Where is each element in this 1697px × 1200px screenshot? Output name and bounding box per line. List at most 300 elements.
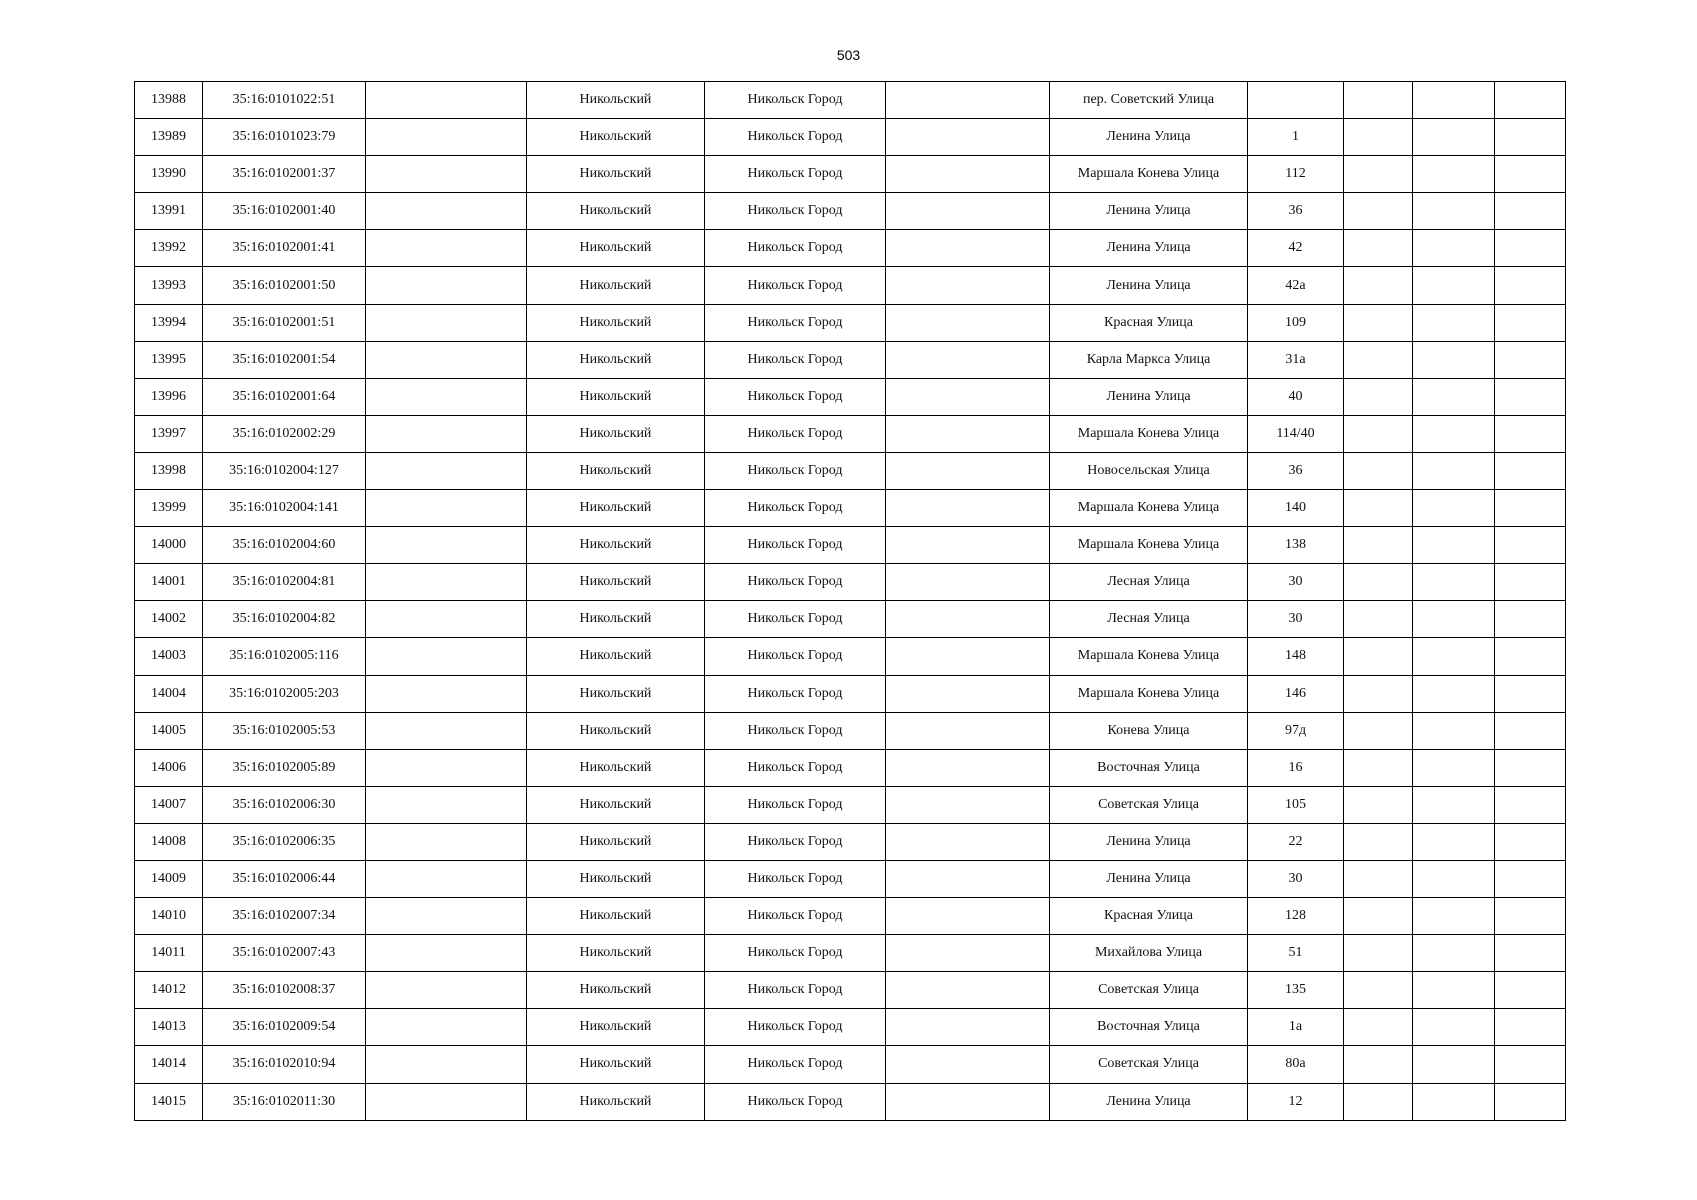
settlement-cell: Никольск Город: [705, 601, 886, 638]
empty-cell-4: [1413, 823, 1495, 860]
cadastral-number-cell: 35:16:0102006:35: [203, 823, 366, 860]
empty-cell-5: [1495, 1083, 1566, 1120]
table-row: [135, 119, 1566, 156]
settlement-cell: Никольск Город: [705, 675, 886, 712]
empty-cell-2: [886, 823, 1050, 860]
empty-cell-5: [1495, 267, 1566, 304]
empty-cell-2: [886, 1083, 1050, 1120]
cadastral-number-cell: 35:16:0102001:50: [203, 267, 366, 304]
empty-cell-2: [886, 527, 1050, 564]
empty-cell-5: [1495, 972, 1566, 1009]
street-cell: Маршала Конева Улица: [1050, 490, 1248, 527]
empty-cell-2: [886, 898, 1050, 935]
settlement-cell: Никольск Город: [705, 564, 886, 601]
empty-cell-2: [886, 712, 1050, 749]
district-cell: Никольский: [527, 898, 705, 935]
street-cell: Новосельская Улица: [1050, 452, 1248, 489]
district-cell: Никольский: [527, 712, 705, 749]
house-number-cell: 30: [1248, 564, 1344, 601]
empty-cell-3: [1344, 230, 1413, 267]
empty-cell-1: [366, 119, 527, 156]
row-number-cell: 13997: [135, 415, 203, 452]
empty-cell-2: [886, 415, 1050, 452]
row-number-cell: 14007: [135, 786, 203, 823]
district-cell: Никольский: [527, 415, 705, 452]
empty-cell-3: [1344, 490, 1413, 527]
empty-cell-2: [886, 749, 1050, 786]
district-cell: Никольский: [527, 935, 705, 972]
empty-cell-3: [1344, 601, 1413, 638]
empty-cell-4: [1413, 675, 1495, 712]
street-cell: Маршала Конева Улица: [1050, 156, 1248, 193]
table-row: [135, 304, 1566, 341]
row-number-cell: 14003: [135, 638, 203, 675]
table-row: [135, 712, 1566, 749]
empty-cell-5: [1495, 898, 1566, 935]
empty-cell-3: [1344, 156, 1413, 193]
house-number-cell: 40: [1248, 378, 1344, 415]
settlement-cell: Никольск Город: [705, 341, 886, 378]
street-cell: Маршала Конева Улица: [1050, 638, 1248, 675]
empty-cell-2: [886, 341, 1050, 378]
empty-cell-5: [1495, 712, 1566, 749]
settlement-cell: Никольск Город: [705, 823, 886, 860]
row-number-cell: 13989: [135, 119, 203, 156]
table-row: [135, 638, 1566, 675]
empty-cell-4: [1413, 1083, 1495, 1120]
cadastral-number-cell: 35:16:0102002:29: [203, 415, 366, 452]
table-row: [135, 823, 1566, 860]
empty-cell-1: [366, 193, 527, 230]
empty-cell-2: [886, 82, 1050, 119]
empty-cell-3: [1344, 675, 1413, 712]
district-cell: Никольский: [527, 490, 705, 527]
district-cell: Никольский: [527, 1083, 705, 1120]
settlement-cell: Никольск Город: [705, 304, 886, 341]
house-number-cell: 16: [1248, 749, 1344, 786]
cadastral-number-cell: 35:16:0101023:79: [203, 119, 366, 156]
empty-cell-5: [1495, 452, 1566, 489]
cadastral-number-cell: 35:16:0102011:30: [203, 1083, 366, 1120]
house-number-cell: 51: [1248, 935, 1344, 972]
district-cell: Никольский: [527, 452, 705, 489]
cadastral-number-cell: 35:16:0102001:37: [203, 156, 366, 193]
empty-cell-5: [1495, 1009, 1566, 1046]
empty-cell-5: [1495, 823, 1566, 860]
settlement-cell: Никольск Город: [705, 156, 886, 193]
empty-cell-4: [1413, 638, 1495, 675]
table-row: [135, 898, 1566, 935]
empty-cell-3: [1344, 378, 1413, 415]
empty-cell-4: [1413, 786, 1495, 823]
settlement-cell: Никольск Город: [705, 267, 886, 304]
empty-cell-4: [1413, 415, 1495, 452]
table-row: [135, 675, 1566, 712]
table-row: [135, 935, 1566, 972]
empty-cell-5: [1495, 601, 1566, 638]
empty-cell-3: [1344, 712, 1413, 749]
street-cell: Восточная Улица: [1050, 1009, 1248, 1046]
district-cell: Никольский: [527, 267, 705, 304]
empty-cell-3: [1344, 935, 1413, 972]
row-number-cell: 13995: [135, 341, 203, 378]
empty-cell-1: [366, 860, 527, 897]
district-cell: Никольский: [527, 1046, 705, 1083]
registry-table: [134, 81, 1566, 1121]
settlement-cell: Никольск Город: [705, 193, 886, 230]
empty-cell-5: [1495, 230, 1566, 267]
empty-cell-5: [1495, 415, 1566, 452]
house-number-cell: 80а: [1248, 1046, 1344, 1083]
empty-cell-1: [366, 341, 527, 378]
district-cell: Никольский: [527, 749, 705, 786]
house-number-cell: 135: [1248, 972, 1344, 1009]
row-number-cell: 14000: [135, 527, 203, 564]
empty-cell-1: [366, 156, 527, 193]
settlement-cell: Никольск Город: [705, 378, 886, 415]
house-number-cell: 12: [1248, 1083, 1344, 1120]
empty-cell-3: [1344, 82, 1413, 119]
empty-cell-4: [1413, 935, 1495, 972]
empty-cell-3: [1344, 638, 1413, 675]
cadastral-number-cell: 35:16:0102006:44: [203, 860, 366, 897]
table-row: [135, 415, 1566, 452]
street-cell: Маршала Конева Улица: [1050, 527, 1248, 564]
house-number-cell: 128: [1248, 898, 1344, 935]
row-number-cell: 14004: [135, 675, 203, 712]
empty-cell-1: [366, 601, 527, 638]
empty-cell-1: [366, 304, 527, 341]
empty-cell-3: [1344, 749, 1413, 786]
street-cell: Ленина Улица: [1050, 378, 1248, 415]
cadastral-number-cell: 35:16:0102004:141: [203, 490, 366, 527]
empty-cell-5: [1495, 193, 1566, 230]
row-number-cell: 14012: [135, 972, 203, 1009]
empty-cell-4: [1413, 527, 1495, 564]
row-number-cell: 13994: [135, 304, 203, 341]
district-cell: Никольский: [527, 1009, 705, 1046]
empty-cell-5: [1495, 860, 1566, 897]
row-number-cell: 14011: [135, 935, 203, 972]
cadastral-number-cell: 35:16:0102005:203: [203, 675, 366, 712]
empty-cell-4: [1413, 267, 1495, 304]
street-cell: Советская Улица: [1050, 972, 1248, 1009]
street-cell: Карла Маркса Улица: [1050, 341, 1248, 378]
row-number-cell: 13996: [135, 378, 203, 415]
district-cell: Никольский: [527, 378, 705, 415]
table-row: [135, 267, 1566, 304]
empty-cell-2: [886, 601, 1050, 638]
empty-cell-3: [1344, 193, 1413, 230]
empty-cell-5: [1495, 527, 1566, 564]
empty-cell-2: [886, 452, 1050, 489]
row-number-cell: 13993: [135, 267, 203, 304]
empty-cell-5: [1495, 638, 1566, 675]
table-row: [135, 490, 1566, 527]
street-cell: Советская Улица: [1050, 1046, 1248, 1083]
empty-cell-2: [886, 267, 1050, 304]
empty-cell-1: [366, 675, 527, 712]
empty-cell-1: [366, 786, 527, 823]
district-cell: Никольский: [527, 786, 705, 823]
row-number-cell: 14014: [135, 1046, 203, 1083]
district-cell: Никольский: [527, 675, 705, 712]
empty-cell-4: [1413, 898, 1495, 935]
settlement-cell: Никольск Город: [705, 1009, 886, 1046]
empty-cell-5: [1495, 786, 1566, 823]
empty-cell-5: [1495, 490, 1566, 527]
district-cell: Никольский: [527, 119, 705, 156]
cadastral-number-cell: 35:16:0102010:94: [203, 1046, 366, 1083]
empty-cell-5: [1495, 749, 1566, 786]
house-number-cell: 105: [1248, 786, 1344, 823]
row-number-cell: 14001: [135, 564, 203, 601]
empty-cell-2: [886, 490, 1050, 527]
street-cell: Ленина Улица: [1050, 193, 1248, 230]
street-cell: Маршала Конева Улица: [1050, 415, 1248, 452]
empty-cell-2: [886, 675, 1050, 712]
house-number-cell: 36: [1248, 452, 1344, 489]
empty-cell-1: [366, 935, 527, 972]
house-number-cell: 148: [1248, 638, 1344, 675]
settlement-cell: Никольск Город: [705, 638, 886, 675]
row-number-cell: 14010: [135, 898, 203, 935]
row-number-cell: 13990: [135, 156, 203, 193]
cadastral-number-cell: 35:16:0102004:60: [203, 527, 366, 564]
settlement-cell: Никольск Город: [705, 1083, 886, 1120]
empty-cell-1: [366, 564, 527, 601]
cadastral-number-cell: 35:16:0102005:53: [203, 712, 366, 749]
empty-cell-2: [886, 860, 1050, 897]
empty-cell-4: [1413, 712, 1495, 749]
cadastral-number-cell: 35:16:0102004:81: [203, 564, 366, 601]
empty-cell-2: [886, 119, 1050, 156]
row-number-cell: 14008: [135, 823, 203, 860]
district-cell: Никольский: [527, 193, 705, 230]
cadastral-number-cell: 35:16:0102007:34: [203, 898, 366, 935]
table-row: [135, 378, 1566, 415]
house-number-cell: 30: [1248, 860, 1344, 897]
street-cell: Красная Улица: [1050, 898, 1248, 935]
table-row: [135, 341, 1566, 378]
registry-table-body: [135, 82, 1566, 1121]
empty-cell-1: [366, 452, 527, 489]
settlement-cell: Никольск Город: [705, 1046, 886, 1083]
empty-cell-3: [1344, 267, 1413, 304]
empty-cell-5: [1495, 675, 1566, 712]
house-number-cell: 97д: [1248, 712, 1344, 749]
row-number-cell: 13992: [135, 230, 203, 267]
empty-cell-4: [1413, 601, 1495, 638]
street-cell: Восточная Улица: [1050, 749, 1248, 786]
house-number-cell: 30: [1248, 601, 1344, 638]
empty-cell-5: [1495, 564, 1566, 601]
cadastral-number-cell: 35:16:0102004:82: [203, 601, 366, 638]
house-number-cell: 1: [1248, 119, 1344, 156]
empty-cell-1: [366, 972, 527, 1009]
street-cell: Лесная Улица: [1050, 601, 1248, 638]
row-number-cell: 13999: [135, 490, 203, 527]
district-cell: Никольский: [527, 972, 705, 1009]
table-row: [135, 527, 1566, 564]
cadastral-number-cell: 35:16:0102004:127: [203, 452, 366, 489]
house-number-cell: 42: [1248, 230, 1344, 267]
page-number: 503: [836, 47, 861, 63]
row-number-cell: 14006: [135, 749, 203, 786]
empty-cell-2: [886, 156, 1050, 193]
empty-cell-4: [1413, 452, 1495, 489]
district-cell: Никольский: [527, 638, 705, 675]
settlement-cell: Никольск Город: [705, 119, 886, 156]
empty-cell-3: [1344, 119, 1413, 156]
empty-cell-3: [1344, 304, 1413, 341]
house-number-cell: 31а: [1248, 341, 1344, 378]
empty-cell-3: [1344, 1009, 1413, 1046]
empty-cell-2: [886, 638, 1050, 675]
street-cell: Маршала Конева Улица: [1050, 675, 1248, 712]
empty-cell-3: [1344, 786, 1413, 823]
empty-cell-2: [886, 378, 1050, 415]
empty-cell-1: [366, 1046, 527, 1083]
street-cell: Ленина Улица: [1050, 1083, 1248, 1120]
street-cell: Красная Улица: [1050, 304, 1248, 341]
house-number-cell: 140: [1248, 490, 1344, 527]
table-row: [135, 786, 1566, 823]
empty-cell-5: [1495, 119, 1566, 156]
empty-cell-3: [1344, 527, 1413, 564]
empty-cell-2: [886, 972, 1050, 1009]
house-number-cell: [1248, 82, 1344, 119]
empty-cell-4: [1413, 119, 1495, 156]
empty-cell-1: [366, 415, 527, 452]
street-cell: Советская Улица: [1050, 786, 1248, 823]
settlement-cell: Никольск Город: [705, 749, 886, 786]
district-cell: Никольский: [527, 860, 705, 897]
empty-cell-1: [366, 267, 527, 304]
empty-cell-5: [1495, 304, 1566, 341]
table-row: [135, 156, 1566, 193]
street-cell: Ленина Улица: [1050, 267, 1248, 304]
row-number-cell: 13998: [135, 452, 203, 489]
street-cell: Михайлова Улица: [1050, 935, 1248, 972]
empty-cell-1: [366, 898, 527, 935]
empty-cell-1: [366, 823, 527, 860]
district-cell: Никольский: [527, 823, 705, 860]
empty-cell-1: [366, 712, 527, 749]
empty-cell-1: [366, 1009, 527, 1046]
district-cell: Никольский: [527, 564, 705, 601]
empty-cell-4: [1413, 193, 1495, 230]
empty-cell-4: [1413, 341, 1495, 378]
cadastral-number-cell: 35:16:0101022:51: [203, 82, 366, 119]
table-row: [135, 1046, 1566, 1083]
settlement-cell: Никольск Город: [705, 860, 886, 897]
empty-cell-2: [886, 193, 1050, 230]
street-cell: пер. Советский Улица: [1050, 82, 1248, 119]
row-number-cell: 14013: [135, 1009, 203, 1046]
settlement-cell: Никольск Город: [705, 230, 886, 267]
settlement-cell: Никольск Город: [705, 452, 886, 489]
district-cell: Никольский: [527, 230, 705, 267]
cadastral-number-cell: 35:16:0102008:37: [203, 972, 366, 1009]
row-number-cell: 13988: [135, 82, 203, 119]
empty-cell-3: [1344, 452, 1413, 489]
empty-cell-1: [366, 230, 527, 267]
empty-cell-4: [1413, 749, 1495, 786]
empty-cell-4: [1413, 378, 1495, 415]
table-row: [135, 860, 1566, 897]
table-row: [135, 564, 1566, 601]
row-number-cell: 13991: [135, 193, 203, 230]
settlement-cell: Никольск Город: [705, 415, 886, 452]
district-cell: Никольский: [527, 82, 705, 119]
settlement-cell: Никольск Город: [705, 935, 886, 972]
settlement-cell: Никольск Город: [705, 712, 886, 749]
street-cell: Ленина Улица: [1050, 823, 1248, 860]
table-row: [135, 1009, 1566, 1046]
settlement-cell: Никольск Город: [705, 786, 886, 823]
empty-cell-4: [1413, 82, 1495, 119]
empty-cell-2: [886, 1009, 1050, 1046]
house-number-cell: 36: [1248, 193, 1344, 230]
street-cell: Ленина Улица: [1050, 230, 1248, 267]
empty-cell-5: [1495, 935, 1566, 972]
empty-cell-4: [1413, 1009, 1495, 1046]
table-row: [135, 230, 1566, 267]
settlement-cell: Никольск Город: [705, 898, 886, 935]
empty-cell-1: [366, 82, 527, 119]
house-number-cell: 42а: [1248, 267, 1344, 304]
empty-cell-2: [886, 564, 1050, 601]
district-cell: Никольский: [527, 527, 705, 564]
settlement-cell: Никольск Город: [705, 527, 886, 564]
house-number-cell: 114/40: [1248, 415, 1344, 452]
table-row: [135, 749, 1566, 786]
empty-cell-3: [1344, 972, 1413, 1009]
settlement-cell: Никольск Город: [705, 972, 886, 1009]
empty-cell-1: [366, 749, 527, 786]
district-cell: Никольский: [527, 304, 705, 341]
street-cell: Конева Улица: [1050, 712, 1248, 749]
table-row: [135, 193, 1566, 230]
empty-cell-4: [1413, 156, 1495, 193]
table-row: [135, 1083, 1566, 1120]
row-number-cell: 14002: [135, 601, 203, 638]
empty-cell-1: [366, 1083, 527, 1120]
settlement-cell: Никольск Город: [705, 82, 886, 119]
district-cell: Никольский: [527, 601, 705, 638]
empty-cell-1: [366, 527, 527, 564]
empty-cell-2: [886, 230, 1050, 267]
cadastral-number-cell: 35:16:0102001:51: [203, 304, 366, 341]
empty-cell-3: [1344, 860, 1413, 897]
empty-cell-5: [1495, 341, 1566, 378]
street-cell: Ленина Улица: [1050, 119, 1248, 156]
empty-cell-4: [1413, 1046, 1495, 1083]
empty-cell-2: [886, 1046, 1050, 1083]
empty-cell-3: [1344, 341, 1413, 378]
empty-cell-4: [1413, 230, 1495, 267]
empty-cell-1: [366, 490, 527, 527]
house-number-cell: 22: [1248, 823, 1344, 860]
empty-cell-4: [1413, 564, 1495, 601]
house-number-cell: 138: [1248, 527, 1344, 564]
empty-cell-1: [366, 378, 527, 415]
street-cell: Лесная Улица: [1050, 564, 1248, 601]
district-cell: Никольский: [527, 156, 705, 193]
empty-cell-5: [1495, 1046, 1566, 1083]
empty-cell-3: [1344, 1083, 1413, 1120]
